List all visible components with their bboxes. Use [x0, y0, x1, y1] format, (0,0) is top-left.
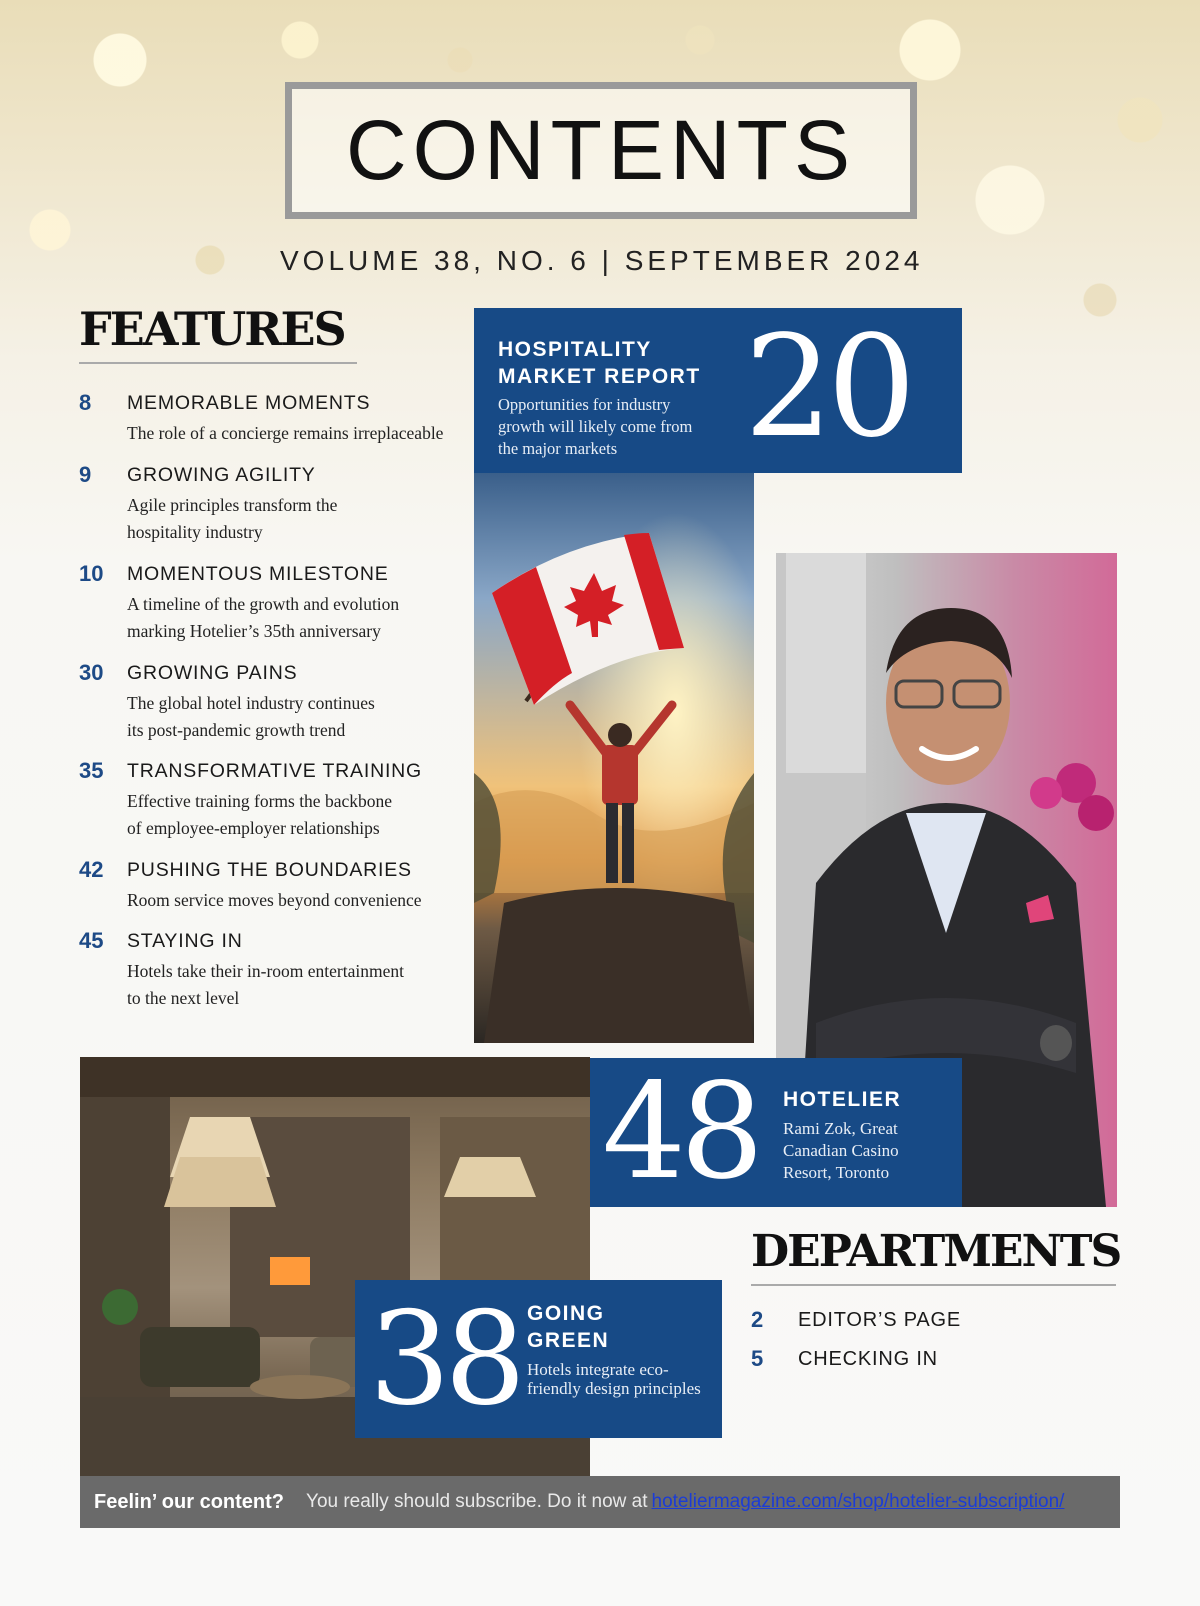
feature-title: GROWING PAINS [127, 662, 298, 684]
department-page-number: 2 [751, 1307, 764, 1332]
market-report-page-number: 20 [744, 306, 911, 469]
feature-title: GROWING AGILITY [127, 464, 316, 486]
hotelier-feature[interactable] [590, 1055, 962, 1209]
feature-page-number: 42 [79, 857, 104, 882]
hotelier-description [783, 1118, 953, 1184]
feature-title: PUSHING THE BOUNDARIES [127, 859, 412, 881]
canada-flag-illustration [474, 473, 754, 1043]
hotelier-description-line: Rami Zok, Great [783, 1119, 898, 1138]
issue-info: VOLUME 38, NO. 6 | SEPTEMBER 2024 [280, 245, 924, 276]
subscribe-link[interactable]: hoteliermagazine.com/shop/hotelier-subscription/ [651, 1491, 1065, 1512]
features-divider [79, 362, 357, 364]
feature-page-number: 9 [79, 462, 92, 487]
hotelier-description-line: Resort, Toronto [783, 1163, 890, 1182]
page-title: CONTENTS [346, 103, 856, 197]
market-report-description-line: Opportunities for industry [498, 395, 671, 414]
market-report-label-line: MARKET REPORT [498, 365, 701, 388]
feature-description-line: The role of a concierge remains irreplaceable [127, 423, 444, 443]
department-page-number: 5 [751, 1346, 764, 1371]
feature-description [127, 420, 467, 447]
going-green-description-line: friendly design principles [527, 1379, 701, 1398]
feature-description-line: Hotels take their in-room entertainment [127, 961, 404, 981]
feature-title: MOMENTOUS MILESTONE [127, 563, 389, 585]
going-green-label-line: GREEN [527, 1329, 610, 1352]
feature-description [127, 788, 467, 842]
market-report-feature[interactable] [474, 308, 962, 473]
feature-description-line: hospitality industry [127, 522, 263, 542]
hotelier-description-line: Canadian Casino [783, 1141, 899, 1160]
feature-page-number: 8 [79, 390, 92, 415]
feature-description-line: of employee-employer relationships [127, 818, 380, 838]
feature-page-number: 45 [79, 928, 104, 953]
feature-description-line: Effective training forms the backbone [127, 791, 392, 811]
canada-flag-photo [474, 473, 754, 1043]
market-report-label [498, 336, 728, 390]
going-green-label-line: GOING [527, 1302, 605, 1325]
hotelier-label: HOTELIER [783, 1088, 902, 1111]
going-green-description-line: Hotels integrate eco- [527, 1360, 669, 1379]
departments-heading: DEPARTMENTS [751, 1226, 1121, 1277]
going-green-page-number: 38 [369, 1285, 520, 1434]
contents-title-box [285, 82, 917, 219]
market-report-description-line: the major markets [498, 439, 618, 458]
features-heading: FEATURES [79, 302, 345, 356]
feature-description-line: marking Hotelier’s 35th anniversary [127, 621, 381, 641]
feature-description [127, 958, 467, 1012]
feature-description-line: Room service moves beyond convenience [127, 890, 422, 910]
market-report-description [498, 394, 738, 460]
subscribe-text: You really should subscribe. Do it now at [306, 1491, 648, 1512]
subscribe-lead: Feelin’ our content? [94, 1490, 285, 1513]
feature-description [127, 591, 467, 645]
feature-description-line: The global hotel industry continues [127, 693, 375, 713]
going-green-label [527, 1300, 667, 1354]
feature-title: STAYING IN [127, 930, 243, 952]
feature-description-line: A timeline of the growth and evolution [127, 594, 400, 614]
departments-divider [751, 1284, 1116, 1286]
feature-description [127, 690, 467, 744]
market-report-label-line: HOSPITALITY [498, 338, 652, 361]
department-title: CHECKING IN [798, 1348, 938, 1370]
going-green-description [527, 1360, 717, 1398]
feature-description [127, 887, 467, 914]
hotelier-page-number: 48 [602, 1055, 758, 1209]
feature-description-line: Agile principles transform the [127, 495, 338, 515]
going-green-feature[interactable] [355, 1280, 722, 1438]
market-report-description-line: growth will likely come from [498, 417, 693, 436]
feature-description [127, 492, 467, 546]
feature-title: MEMORABLE MOMENTS [127, 392, 371, 414]
feature-page-number: 30 [79, 660, 104, 685]
subscribe-banner [80, 1476, 1120, 1528]
feature-title: TRANSFORMATIVE TRAINING [127, 760, 423, 782]
feature-description-line: to the next level [127, 988, 240, 1008]
feature-description-line: its post-pandemic growth trend [127, 720, 346, 740]
feature-page-number: 10 [79, 561, 104, 586]
department-title: EDITOR’S PAGE [798, 1309, 962, 1331]
feature-page-number: 35 [79, 758, 104, 783]
